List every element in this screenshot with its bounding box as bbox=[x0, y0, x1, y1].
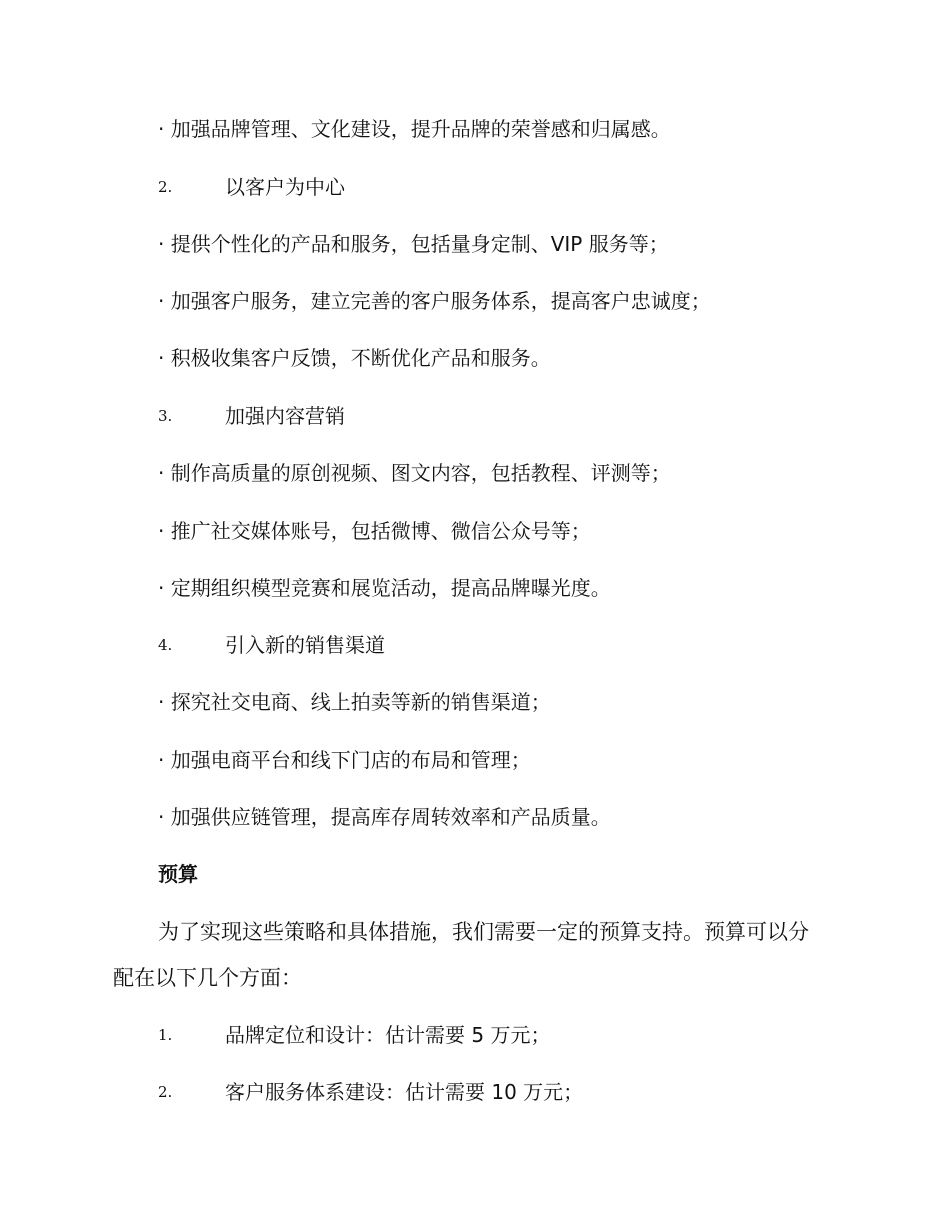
section-number: 2. bbox=[158, 178, 173, 196]
list-item: · 积极收集客户反馈，不断优化产品和服务。 bbox=[158, 346, 551, 370]
list-item: · 加强供应链管理，提高库存周转效率和产品质量。 bbox=[158, 805, 611, 829]
budget-intro-paragraph-continued: 配在以下几个方面： bbox=[113, 966, 302, 990]
list-item: · 加强客户服务，建立完善的客户服务体系，提高客户忠诚度； bbox=[158, 289, 711, 313]
section-title: 以客户为中心 bbox=[225, 175, 345, 199]
list-item: · 加强品牌管理、文化建设，提升品牌的荣誉感和归属感。 bbox=[158, 117, 671, 141]
list-item: · 制作高质量的原创视频、图文内容，包括教程、评测等； bbox=[158, 461, 671, 485]
budget-item-text: 客户服务体系建设：估计需要 10 万元； bbox=[225, 1080, 584, 1104]
budget-heading: 预算 bbox=[158, 862, 198, 886]
budget-item-number: 1. bbox=[158, 1026, 173, 1044]
list-item: · 定期组织模型竞赛和展览活动，提高品牌曝光度。 bbox=[158, 576, 611, 600]
section-title: 加强内容营销 bbox=[225, 404, 345, 428]
budget-item-text: 品牌定位和设计：估计需要 5 万元； bbox=[225, 1023, 551, 1047]
section-title: 引入新的销售渠道 bbox=[225, 633, 385, 657]
list-item: · 提供个性化的产品和服务，包括量身定制、VIP 服务等； bbox=[158, 232, 669, 256]
budget-item-number: 2. bbox=[158, 1083, 173, 1101]
section-number: 3. bbox=[158, 407, 173, 425]
list-item: · 探究社交电商、线上拍卖等新的销售渠道； bbox=[158, 690, 551, 714]
budget-intro-paragraph: 为了实现这些策略和具体措施，我们需要一定的预算支持。预算可以分 bbox=[158, 920, 809, 944]
list-item: · 加强电商平台和线下门店的布局和管理； bbox=[158, 748, 531, 772]
section-number: 4. bbox=[158, 636, 173, 654]
list-item: · 推广社交媒体账号，包括微博、微信公众号等； bbox=[158, 519, 591, 543]
